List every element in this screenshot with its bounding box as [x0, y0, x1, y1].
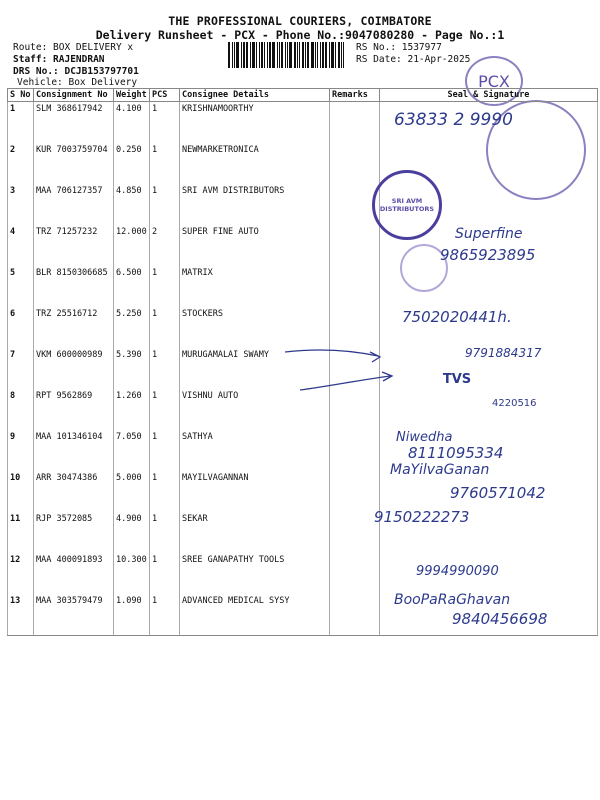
cell-weight: 4.100	[114, 102, 150, 144]
cell-weight: 5.390	[114, 348, 150, 389]
cell-pcs: 1	[150, 389, 180, 430]
cell-consignee: ADVANCED MEDICAL SYSY	[180, 594, 330, 636]
cell-sno: 10	[8, 471, 34, 512]
cell-pcs: 2	[150, 225, 180, 266]
cell-sno: 12	[8, 553, 34, 594]
vehicle-label: Vehicle: Box Delivery	[17, 77, 138, 88]
pcx-stamp-text: PCX	[478, 71, 510, 91]
handwriting-row9-name: Niwedha	[396, 430, 453, 445]
cell-weight: 4.850	[114, 184, 150, 225]
cell-pcs: 1	[150, 553, 180, 594]
cell-pcs: 1	[150, 348, 180, 389]
cell-consignment: ARR 30474386	[34, 471, 114, 512]
cell-pcs: 1	[150, 512, 180, 553]
cell-weight: 1.260	[114, 389, 150, 430]
cell-consignment: MAA 101346104	[34, 430, 114, 471]
cell-sno: 2	[8, 143, 34, 184]
cell-sno: 7	[8, 348, 34, 389]
cell-pcs: 1	[150, 266, 180, 307]
cell-consignment: VKM 600000989	[34, 348, 114, 389]
handwriting-row7: 9791884317	[465, 346, 542, 360]
cell-consignment: TRZ 71257232	[34, 225, 114, 266]
cell-pcs: 1	[150, 102, 180, 144]
cell-sno: 4	[8, 225, 34, 266]
cell-weight: 1.090	[114, 594, 150, 636]
handwriting-row11: 9150222273	[374, 508, 470, 526]
cell-consignment: RPT 9562869	[34, 389, 114, 430]
cell-consignee: STOCKERS	[180, 307, 330, 348]
cell-consignee: MATRIX	[180, 266, 330, 307]
rs-number: RS No.: 1537977	[356, 42, 442, 53]
cell-weight: 4.900	[114, 512, 150, 553]
handwriting-row13-name: BooPaRaGhavan	[394, 592, 511, 608]
handwriting-row12: 9994990090	[416, 564, 499, 579]
handwriting-row9-phone: 8111095334	[408, 444, 504, 462]
cell-consignee: SRI AVM DISTRIBUTORS	[180, 184, 330, 225]
cell-sno: 1	[8, 102, 34, 144]
col-weight: Weight	[114, 89, 150, 102]
cell-consignment: SLM 368617942	[34, 102, 114, 144]
cell-consignment: TRZ 25516712	[34, 307, 114, 348]
cell-weight: 7.050	[114, 430, 150, 471]
cell-pcs: 1	[150, 307, 180, 348]
runsheet-subtitle: Delivery Runsheet - PCX - Phone No.:9047080280 - Page No.:1	[95, 28, 505, 42]
handwriting-row10-name: MaYilvaGanan	[390, 462, 490, 478]
cell-consignee: MURUGAMALAI SWAMY	[180, 348, 330, 389]
handwriting-row10-phone: 9760571042	[450, 484, 546, 502]
cell-consignment: RJP 3572085	[34, 512, 114, 553]
handwriting-row4-name: Superfine	[455, 226, 523, 242]
cell-weight: 0.250	[114, 143, 150, 184]
cell-consignee: SUPER FINE AUTO	[180, 225, 330, 266]
cell-sno: 9	[8, 430, 34, 471]
cell-consignee: VISHNU AUTO	[180, 389, 330, 430]
stamp-row8-number: 4220516	[492, 398, 537, 409]
cell-consignee: SEKAR	[180, 512, 330, 553]
route-label: Route: BOX DELIVERY x	[13, 42, 134, 53]
handwriting-row13-phone: 9840456698	[452, 610, 548, 628]
cell-weight: 5.000	[114, 471, 150, 512]
tvs-stamp-text: TVS	[442, 371, 472, 387]
cell-pcs: 1	[150, 430, 180, 471]
cell-consignee: KRISHNAMOORTHY	[180, 102, 330, 144]
staff-label: Staff: RAJENDRAN	[13, 54, 105, 65]
cell-consignment: BLR 8150306685	[34, 266, 114, 307]
cell-weight: 5.250	[114, 307, 150, 348]
col-sno: S No	[8, 89, 34, 102]
cell-consignee: SATHYA	[180, 430, 330, 471]
handwriting-row1: 63833 2 9990	[394, 110, 513, 130]
distributors-stamp-text: SRI AVM DISTRIBUTORS	[379, 197, 435, 213]
col-consignment: Consignment No	[34, 89, 114, 102]
cell-consignment: KUR 7003759704	[34, 143, 114, 184]
cell-weight: 10.300	[114, 553, 150, 594]
cell-consignment: MAA 400091893	[34, 553, 114, 594]
cell-weight: 6.500	[114, 266, 150, 307]
cell-sno: 11	[8, 512, 34, 553]
handwriting-row6: 7502020441h.	[402, 308, 512, 326]
rs-date: RS Date: 21-Apr-2025	[356, 54, 471, 65]
cell-consignment: MAA 303579479	[34, 594, 114, 636]
cell-pcs: 1	[150, 471, 180, 512]
cell-sno: 6	[8, 307, 34, 348]
cell-sno: 13	[8, 594, 34, 636]
cell-consignee: SREE GANAPATHY TOOLS	[180, 553, 330, 594]
col-remarks: Remarks	[330, 89, 380, 102]
cell-pcs: 1	[150, 594, 180, 636]
col-pcs: PCS	[150, 89, 180, 102]
cell-consignee: MAYILVAGANNAN	[180, 471, 330, 512]
cell-consignment: MAA 706127357	[34, 184, 114, 225]
cell-sno: 5	[8, 266, 34, 307]
cell-pcs: 1	[150, 143, 180, 184]
col-seal-signature: Seal & Signature	[380, 89, 598, 102]
cell-weight: 12.000	[114, 225, 150, 266]
cell-sno: 8	[8, 389, 34, 430]
cell-consignee: NEWMARKETRONICA	[180, 143, 330, 184]
col-consignee: Consignee Details	[180, 89, 330, 102]
company-title: THE PROFESSIONAL COURIERS, COIMBATORE	[168, 14, 432, 28]
drs-label: DRS No.: DCJB153797701	[13, 66, 139, 77]
cell-pcs: 1	[150, 184, 180, 225]
handwriting-row4-phone: 9865923895	[440, 246, 536, 264]
cell-sno: 3	[8, 184, 34, 225]
